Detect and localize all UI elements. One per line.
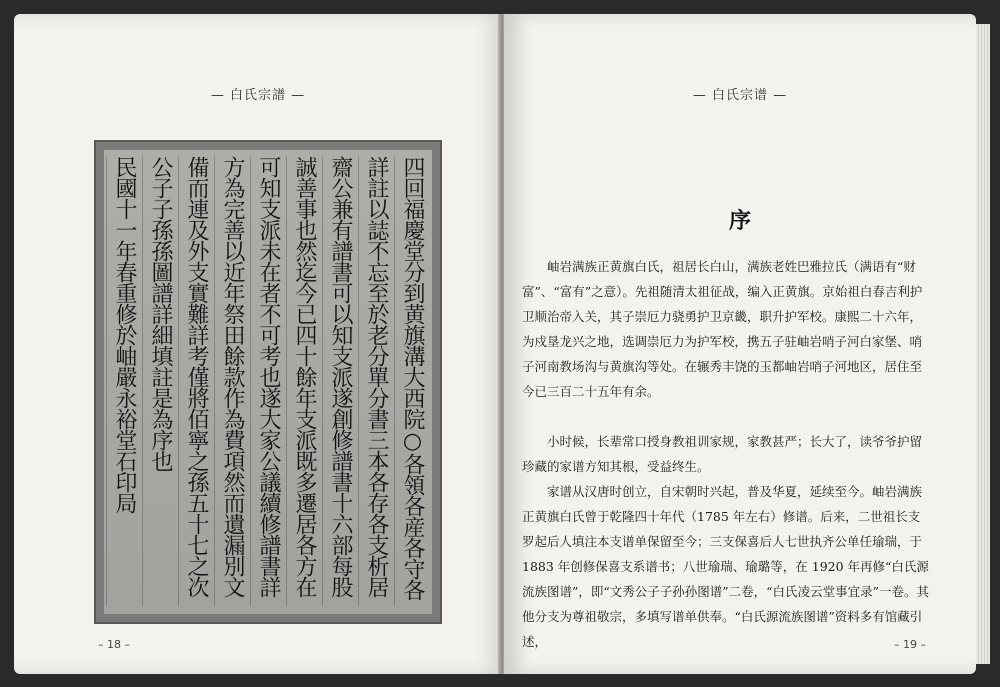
scan-column: 可知支派未在者不可考也遂大家公議續修譜書詳: [250, 156, 285, 606]
preface-title: 序: [728, 208, 751, 234]
paragraph-3: 家谱从汉唐时创立，自宋朝时兴起，普及华夏，延续至今。岫岩满族正黄旗白氏曾于乾隆四十年代（1785 年左右）修谱。后来，二世祖长支罗起后人填注本支谱单保留至今；三支保喜后人七世执齐公单任瑜瑞，于 1883 年创修保喜支系谱书；八世瑜瑞、瑜璐等，在 1920 年再修“白氏源流族图谱”，即“文秀公子子孙孙图谱”二卷，“白氏凌云堂事宜录”一卷。其他分支为尊祖敬宗，多填写谱单供奉。“白氏源流族图谱”资料多有馆藏引述，: [522, 484, 929, 649]
paragraph-1: 岫岩满族正黄旗白氏，祖居长白山，满族老姓巴雅拉氏（满语有“财富”、“富有”之意）。先祖随清太祖征战，编入正黄旗。京始祖白春吉利护卫顺治帝入关，其子崇厄力骁勇护卫京畿，职升护军校。康熙二十六年，为戍垦龙兴之地，选调崇厄力为护军校，携五子驻岫岩哨子河白家堡、哨子河南教场沟与黄旗沟等处。在辗秀丰饶的玉都岫岩哨子河地区，居住至今已三百二十五年有余。: [522, 259, 923, 399]
paragraph-2: 小时候，长辈常口授身教祖训家规，家教甚严；长大了，读爷爷护留珍藏的家谱方知其根，受益终生。: [522, 434, 923, 474]
scan-column: 民國十一年春重修於岫嚴永裕堂石印局: [106, 156, 141, 606]
scan-column: 備而連及外支實難詳考僅將佰寧之孫五十七之次: [178, 156, 213, 606]
scan-column: 方為完善以近年祭田餘款作為費項然而遺漏別文: [214, 156, 249, 606]
scan-column: 公子子孫孫圖譜詳細填註是為序也: [142, 156, 177, 606]
scan-inner: [104, 150, 432, 614]
left-page: [14, 14, 502, 674]
scan-column: 齋公兼有譜書可以知支派遂創修譜書十六部每股: [322, 156, 357, 606]
right-page: [504, 14, 976, 674]
scanned-genealogy-image: [94, 140, 442, 624]
left-page-number: – 18 –: [98, 638, 130, 651]
scan-column: 四回福慶堂分到黄旗溝大西院○各領各産各守各: [394, 156, 429, 606]
scan-column: 詳註以誌不忘至於老分單分書三本各存各支析居: [358, 156, 393, 606]
scan-column: 誠善事也然迄今已四十餘年支派既多遷居各方在: [286, 156, 321, 606]
right-page-number: – 19 –: [894, 638, 926, 651]
left-page-header: — 白氏宗譜 —: [210, 88, 306, 103]
right-page-header: — 白氏宗谱 —: [692, 88, 788, 103]
page-stack-edge: [976, 24, 990, 664]
